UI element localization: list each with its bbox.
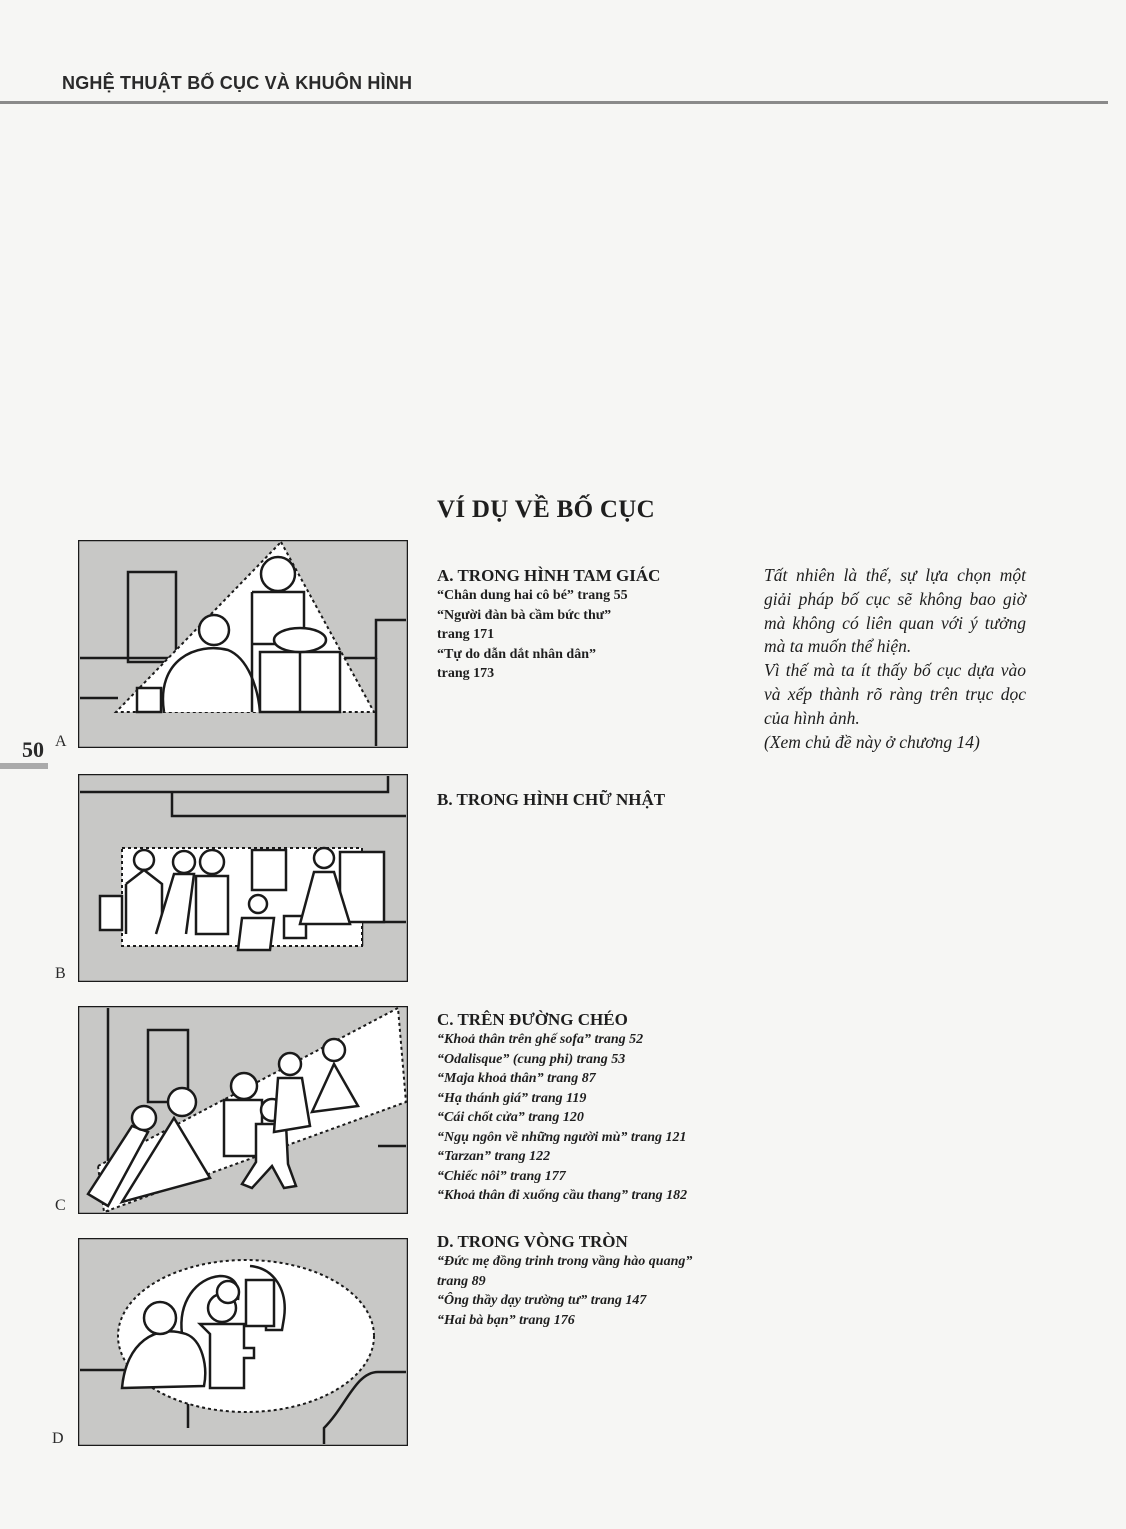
list-item: trang 89 bbox=[437, 1273, 486, 1289]
figure-d-letter: D bbox=[52, 1430, 64, 1447]
list-item: “Khoả thân đi xuống cầu thang” trang 182 bbox=[437, 1188, 688, 1203]
list-item: “Chiếc nôi” trang 177 bbox=[437, 1168, 566, 1184]
list-item: “Tự do dẫn dắt nhân dân” bbox=[437, 646, 596, 662]
list-item: “Chân dung hai cô bé” trang 55 bbox=[437, 588, 628, 603]
figure-d-circle-diagram bbox=[78, 1238, 408, 1446]
list-item: “Cái chốt cửa” trang 120 bbox=[437, 1110, 584, 1125]
section-a-heading: A. TRONG HÌNH TAM GIÁC bbox=[437, 566, 661, 585]
list-item: “Tarzan” trang 122 bbox=[437, 1149, 551, 1164]
side-note-reference: (Xem chủ đề này ở chương 14) bbox=[764, 731, 980, 752]
list-item: trang 173 bbox=[437, 666, 495, 681]
figure-b-rectangle-diagram bbox=[78, 774, 408, 982]
header-rule bbox=[0, 101, 1108, 104]
section-b bbox=[437, 790, 757, 810]
figure-c-diagonal-diagram bbox=[78, 1006, 408, 1214]
list-item: “Người đàn bà cầm bức thư” bbox=[437, 607, 612, 623]
section-b-heading: B. TRONG HÌNH CHỮ NHẬT bbox=[437, 790, 666, 809]
figure-b-letter: B bbox=[55, 965, 66, 982]
section-d-heading: D. TRONG VÒNG TRÒN bbox=[437, 1232, 628, 1251]
list-item: “Hai bà bạn” trang 176 bbox=[437, 1312, 575, 1328]
section-c bbox=[437, 1010, 757, 1206]
list-item: “Maja khoả thân” trang 87 bbox=[437, 1071, 596, 1086]
side-note bbox=[764, 564, 1026, 754]
figure-a-letter: A bbox=[55, 733, 67, 750]
list-item: trang 171 bbox=[437, 627, 495, 642]
list-item: “Hạ thánh giá” trang 119 bbox=[437, 1090, 587, 1106]
section-a bbox=[437, 566, 757, 684]
list-item: “Đức mẹ đồng trinh trong vầng hào quang” bbox=[437, 1254, 693, 1269]
page-number: 50 bbox=[22, 737, 44, 762]
section-title: VÍ DỤ VỀ BỐ CỤC bbox=[437, 496, 655, 523]
running-title: NGHỆ THUẬT BỐ CỤC VÀ KHUÔN HÌNH bbox=[62, 73, 413, 93]
figure-a-triangle-diagram bbox=[78, 540, 408, 748]
list-item: “Ông thầy dạy trường tư” trang 147 bbox=[437, 1293, 647, 1308]
list-item: “Odalisque” (cung phi) trang 53 bbox=[437, 1051, 626, 1067]
side-note-paragraph: Tất nhiên là thế, sự lựa chọn một giải pháp bố cục sẽ không bao giờ mà không có liên quan với ý tưởng mà ta muốn thể hiện. bbox=[764, 565, 1026, 657]
side-note-paragraph: Vì thế mà ta ít thấy bố cục dựa vào và xếp thành rõ ràng trên trục dọc của hình ảnh. bbox=[764, 660, 1026, 728]
figure-c-letter: C bbox=[55, 1197, 66, 1214]
list-item: “Ngụ ngôn về những người mù” trang 121 bbox=[437, 1129, 687, 1145]
list-item: “Khoả thân trên ghế sofa” trang 52 bbox=[437, 1032, 644, 1047]
page-number-bar bbox=[0, 763, 48, 769]
section-c-heading: C. TRÊN ĐƯỜNG CHÉO bbox=[437, 1010, 628, 1029]
section-d bbox=[437, 1232, 757, 1330]
